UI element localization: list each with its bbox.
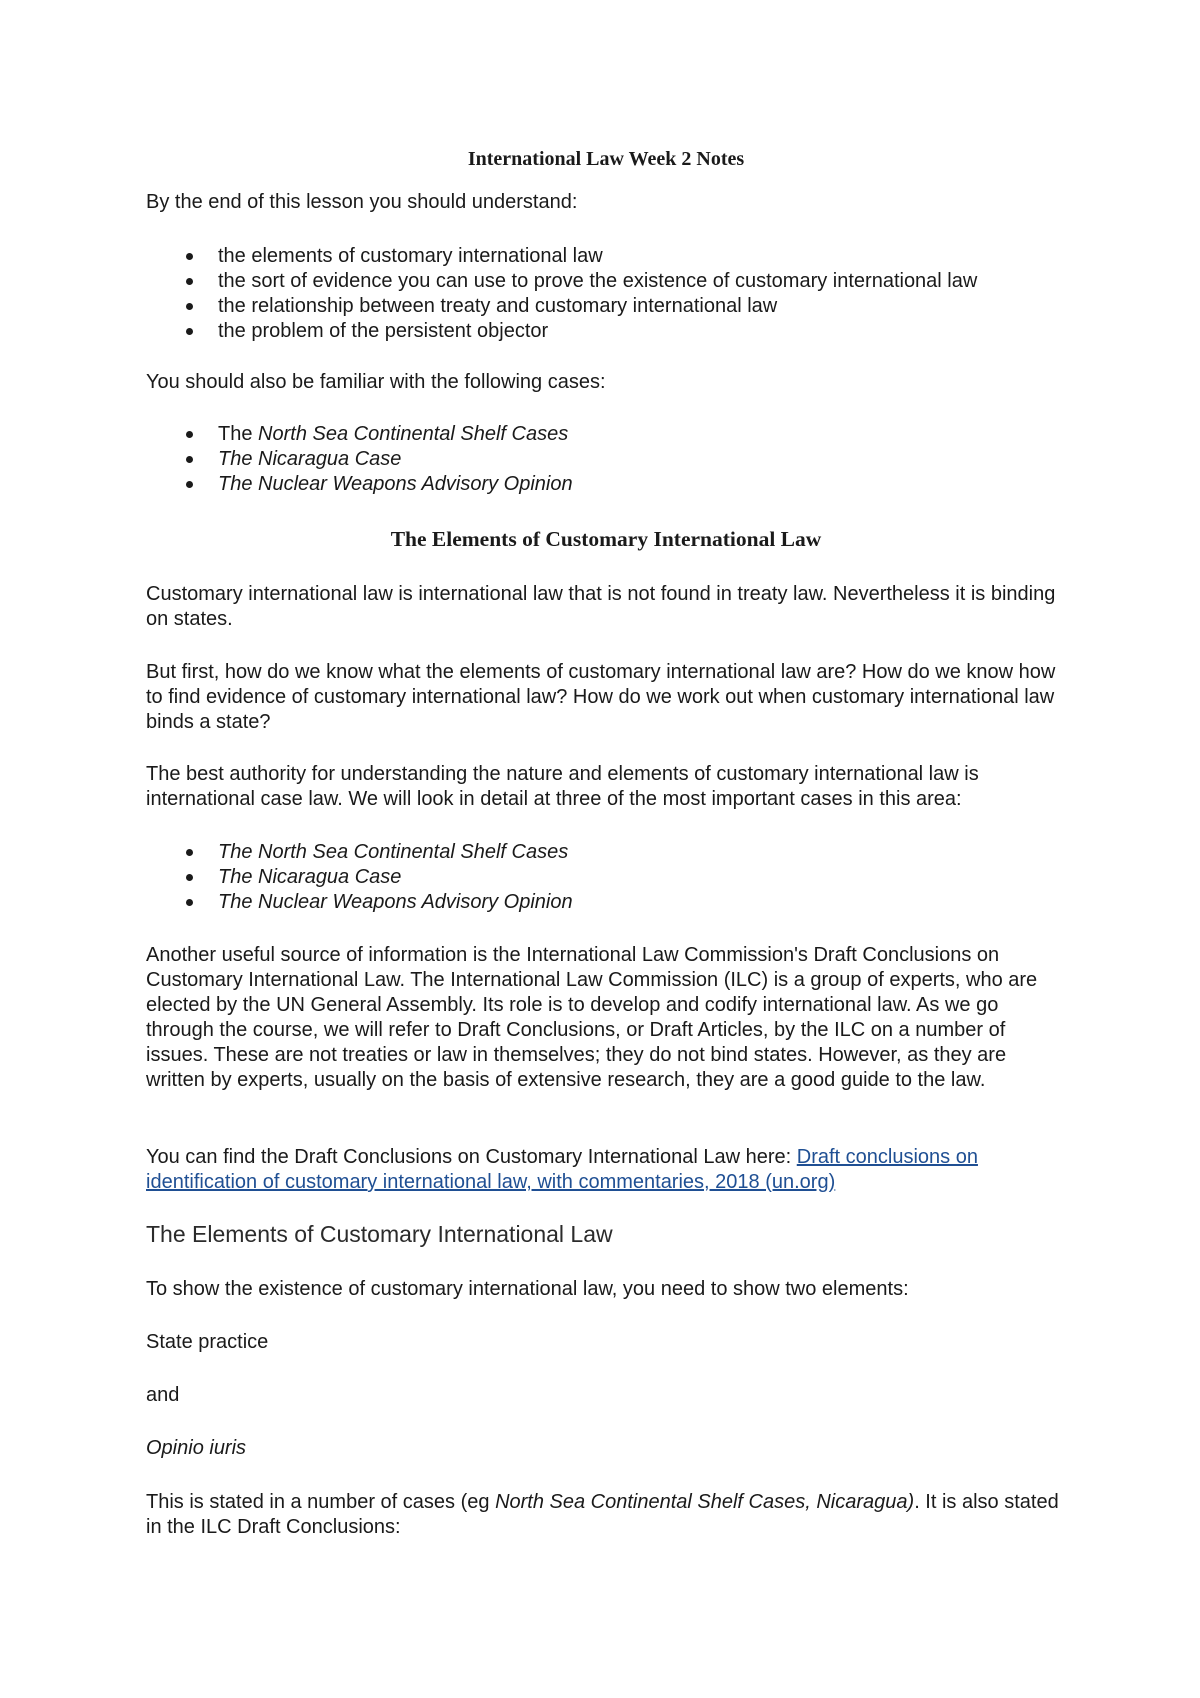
document-title: International Law Week 2 Notes xyxy=(467,148,745,170)
list-item: The North Sea Continental Shelf Cases xyxy=(146,840,1066,865)
subheading: The Elements of Customary International Law xyxy=(146,1221,613,1247)
important-cases-list xyxy=(146,840,1066,915)
list-item: The Nuclear Weapons Advisory Opinion xyxy=(146,890,1066,915)
paragraph: You can find the Draft Conclusions on Customary International Law here: Draft conclusions on identification of customary international law, with commentaries, 2018 (un.org) xyxy=(146,1146,978,1193)
paragraph: and xyxy=(146,1384,180,1406)
bullet-icon xyxy=(186,431,193,438)
paragraph: Customary international law is international law that is not found in treaty law. Nevertheless it is binding on states. xyxy=(146,583,1056,630)
bullet-icon xyxy=(186,303,193,310)
paragraph: To show the existence of customary international law, you need to show two elements: xyxy=(146,1278,909,1300)
paragraph: But first, how do we know what the elements of customary international law are? How do we know how to find evidence of customary international law? How do we work out when customary international law binds a state? xyxy=(146,661,1056,733)
list-item: The Nuclear Weapons Advisory Opinion xyxy=(146,472,1066,497)
section-heading: The Elements of Customary International Law xyxy=(390,527,822,551)
list-item: The Nicaragua Case xyxy=(146,447,1066,472)
list-item: the sort of evidence you can use to prove the existence of customary international law xyxy=(146,269,1066,294)
paragraph: This is stated in a number of cases (eg North Sea Continental Shelf Cases, Nicaragua). It is also stated in the ILC Draft Conclusions: xyxy=(146,1491,1059,1538)
list-item: the problem of the persistent objector xyxy=(146,319,1066,344)
bullet-icon xyxy=(186,874,193,881)
cases-intro-paragraph: You should also be familiar with the following cases: xyxy=(146,371,606,393)
bullet-icon xyxy=(186,849,193,856)
bullet-icon xyxy=(186,278,193,285)
objectives-list xyxy=(146,244,1066,344)
bullet-icon xyxy=(186,328,193,335)
paragraph: The best authority for understanding the nature and elements of customary international law is international case law. We will look in detail at three of the most important cases in this area: xyxy=(146,763,979,810)
list-item: the elements of customary international law xyxy=(146,244,1066,269)
bullet-icon xyxy=(186,481,193,488)
list-item: The North Sea Continental Shelf Cases xyxy=(146,422,1066,447)
draft-conclusions-link[interactable]: Draft conclusions on identification of customary international law, with commentaries, 2018 (un.org) xyxy=(146,1146,978,1193)
bullet-icon xyxy=(186,253,193,260)
list-item: The Nicaragua Case xyxy=(146,865,1066,890)
paragraph: Opinio iuris xyxy=(146,1437,247,1459)
paragraph: State practice xyxy=(146,1331,269,1353)
list-item: the relationship between treaty and customary international law xyxy=(146,294,1066,319)
paragraph: Another useful source of information is the International Law Commission's Draft Conclusions on Customary International Law. The International Law Commission (ILC) is a group of experts, who are elected by the UN General Assembly. Its role is to develop and codify international law. As we go through the course, we will refer to Draft Conclusions, or Draft Articles, by the ILC on a number of issues. These are not treaties or law in themselves; they do not bind states. However, as they are written by experts, usually on the basis of extensive research, they are a good guide to the law. xyxy=(146,944,1038,1091)
bullet-icon xyxy=(186,456,193,463)
intro-paragraph: By the end of this lesson you should understand: xyxy=(146,191,578,213)
bullet-icon xyxy=(186,899,193,906)
cases-list xyxy=(146,422,1066,497)
